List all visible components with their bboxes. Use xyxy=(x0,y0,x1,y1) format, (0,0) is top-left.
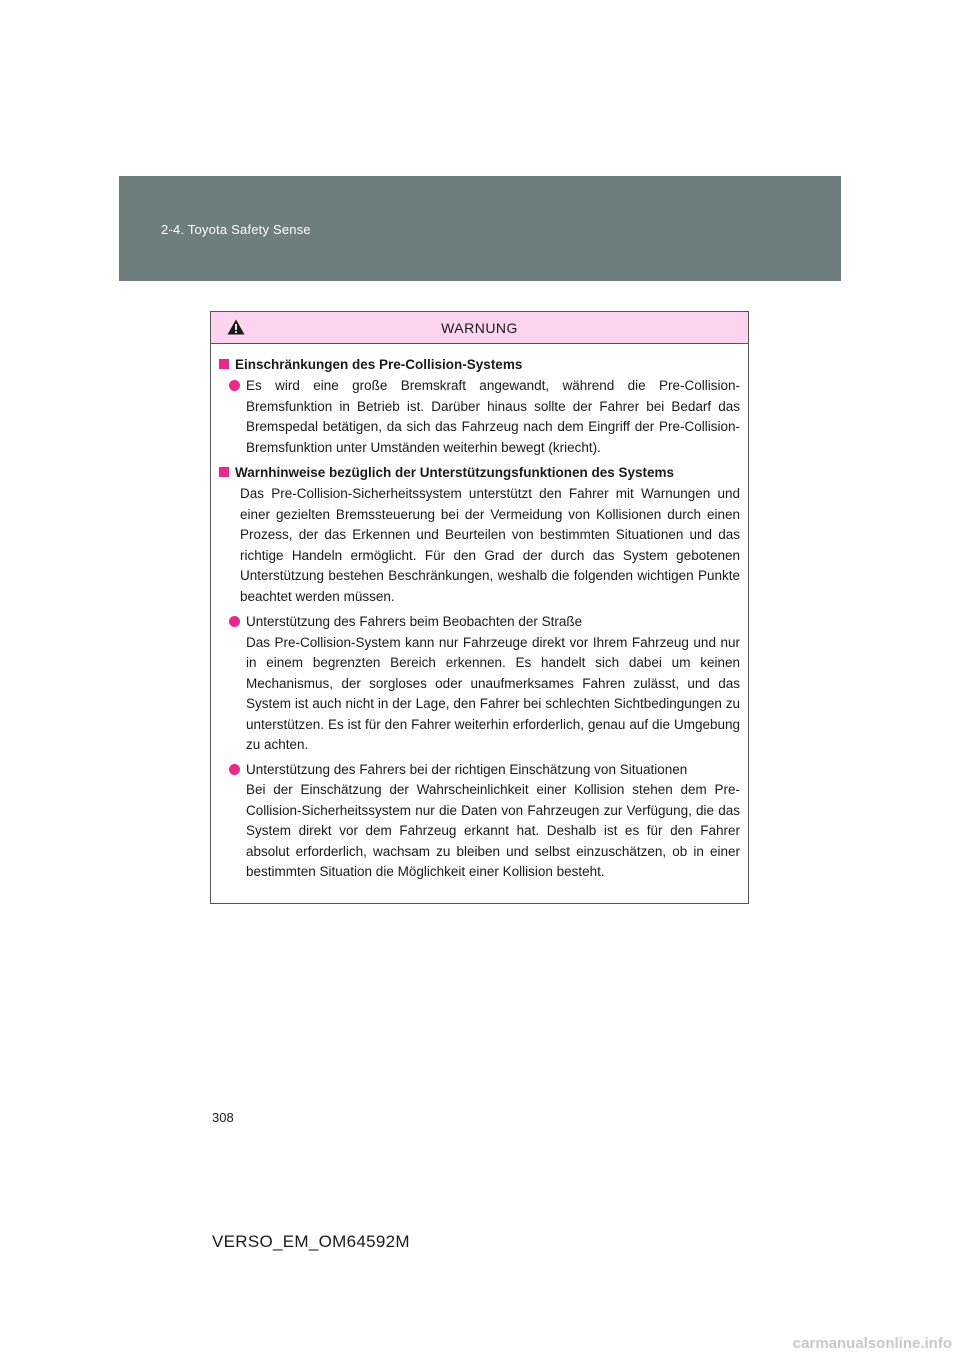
bullet-title: Unterstützung des Fahrers beim Beobachten der Straße xyxy=(246,614,583,629)
intro-paragraph: Das Pre-Collision-Sicherheitssystem unterstützt den Fahrer mit Warnungen und einer gezielten Bremssteuerung bei der Vermeidung von Kollisionen durch einen Prozess, der das Erkennen und Beurteilen von bestimmten Situationen und das richtige Handeln ermöglicht. Für den Grad der durch das System gebotenen Unterstützung bestehen Beschränkungen, weshalb die folgenden wichtigen Punkte beachtet werden müssen. xyxy=(240,486,740,604)
bullet-text: Es wird eine große Bremskraft angewandt, während die Pre-Collision-Bremsfunktion in Betrieb ist. Darüber hinaus sollte der Fahrer bei Bedarf das Bremspedal betätigen, da sich das Fahrzeug nach dem Eingriff der Pre-Collision-Bremsfunktion unter Umständen weiterhin bewegt (kriecht). xyxy=(246,378,740,455)
warning-triangle-icon xyxy=(227,319,245,335)
bullet-text: Bei der Einschätzung der Wahrscheinlichkeit einer Kollision stehen dem Pre-Collision-Sicherheitssystem nur die Daten von Fahrzeugen zur Verfügung, die das System direkt vor dem Fahrzeug erkannt hat. Deshalb ist es für den Fahrer absolut erforderlich, wachsam zu bleiben und selbst einzuschätzen, ob in einer bestimmten Situation die Möglichkeit einer Kollision besteht. xyxy=(246,782,740,879)
warning-title: WARNUNG xyxy=(441,319,518,336)
bullet-text: Das Pre-Collision-System kann nur Fahrzeuge direkt vor Ihrem Fahrzeug und nur in einem begrenzten Bereich erkennen. Es handelt sich dabei um keinen Mechanismus, der sorgloses oder unaufmerksames Fahren zulässt, und das System ist auch nicht in der Lage, den Fahrer bei schlechten Sichtbedingungen zu unterstützen. Es ist für den Fahrer weiterhin erforderlich, genau auf die Umgebung zu achten. xyxy=(246,634,740,752)
section-title: 2-4. Toyota Safety Sense xyxy=(161,222,311,237)
page-number: 308 xyxy=(212,1110,234,1125)
list-item xyxy=(229,760,740,883)
warning-box xyxy=(210,311,749,904)
watermark: carmanualsonline.info xyxy=(792,1335,952,1352)
bullet-title: Unterstützung des Fahrers bei der richtigen Einschätzung von Situationen xyxy=(246,761,688,777)
heading-text: Warnhinweise bezüglich der Unterstützungsfunktionen des Systems xyxy=(235,465,675,480)
section-heading-limitations xyxy=(219,354,740,375)
list-item xyxy=(229,376,740,458)
document-code: VERSO_EM_OM64592M xyxy=(212,1232,410,1251)
warning-body xyxy=(211,344,748,883)
warning-header xyxy=(211,312,748,344)
square-bullet-icon xyxy=(219,359,229,369)
list-item xyxy=(229,612,740,756)
bullet-content xyxy=(246,760,740,883)
circle-bullet-icon xyxy=(229,764,240,775)
circle-bullet-icon xyxy=(229,380,240,391)
bullet-content xyxy=(246,612,740,756)
section-heading-support-functions xyxy=(219,462,740,483)
header-band xyxy=(119,176,841,281)
heading-text: Einschränkungen des Pre-Collision-Systems xyxy=(235,357,523,372)
circle-bullet-icon xyxy=(229,616,240,627)
square-bullet-icon xyxy=(219,467,229,477)
